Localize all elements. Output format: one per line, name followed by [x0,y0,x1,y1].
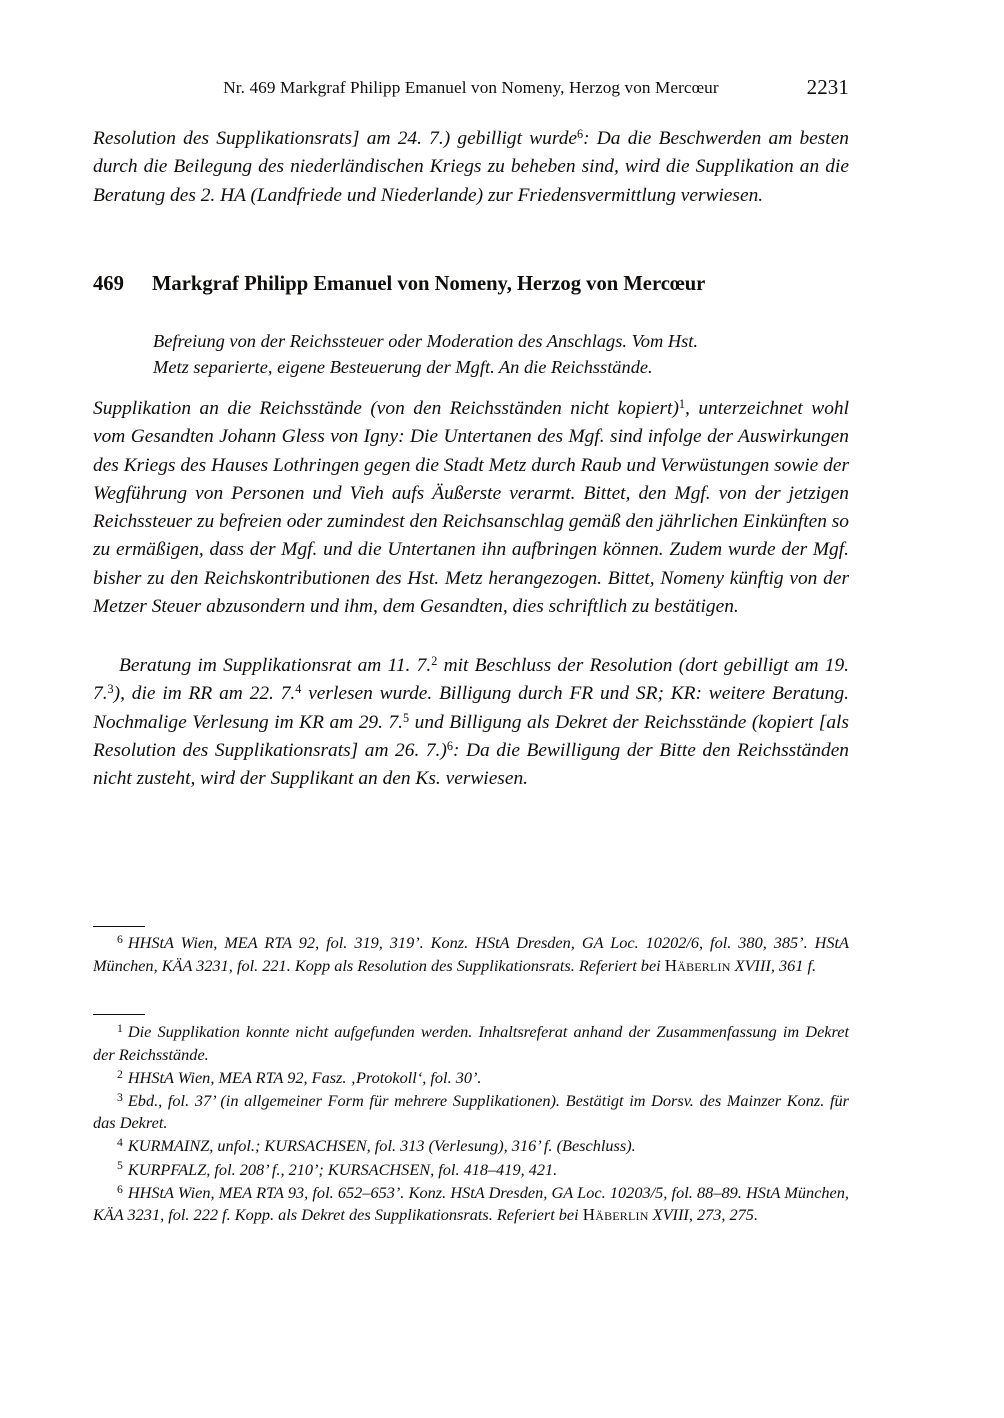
lead-paragraph [93,125,849,210]
footnote-item [93,1182,849,1227]
footnote-text: HHStA Wien, MEA RTA 92, fol. 319, 319’. Konz. HStA Dresden, GA Loc. 10202/6, fol. 380, 385’. HStA München, KÄA 3231, fol. 221. Kopp als Resolution des Supplikationsrats. Referiert bei [93,933,849,975]
regest-block [153,329,849,380]
section-title: Markgraf Philipp Emanuel von Nomeny, Herzog von Mercœur [152,273,706,295]
footnote-ref-4[interactable]: 4 [295,682,302,697]
footnote-ref-5[interactable]: 5 [403,710,410,725]
footnotes-block [93,1021,849,1227]
footnote-mark[interactable]: 6 [117,932,123,946]
footnote-mark[interactable]: 3 [117,1090,123,1104]
footnote-item [93,1090,849,1135]
footnote-ref-1[interactable]: 1 [678,397,686,412]
footnote-text: Die Supplikation konnte nicht aufgefunden werden. Inhaltsreferat anhand der Zusammenfassung im Dekret der Reichsstände. [93,1022,849,1064]
footnote-text-tail: XVIII, 361 f. [730,955,817,975]
footnote-ref-6a[interactable]: 6 [577,127,584,142]
para1-seg1: Supplikation an die Reichsstände (von den Reichsständen nicht kopiert) [93,398,679,419]
footnote-smallcaps-name: Häberlin [664,955,731,975]
footnote-mark[interactable]: 1 [117,1021,123,1035]
para2-seg1: Beratung im Supplikationsrat am 11. 7. [119,655,432,676]
footnote-item [93,1067,849,1090]
footnote-text: HHStA Wien, MEA RTA 93, fol. 652–653’. Konz. HStA Dresden, GA Loc. 10203/5, fol. 88–89. HStA München, KÄA 3231, fol. 222 f. Kopp. als Dekret des Supplikationsrats. Referiert bei [93,1182,849,1225]
footnote-ref-6b[interactable]: 6 [446,739,453,754]
footnote-mark[interactable]: 2 [117,1067,123,1081]
para1-seg2: , unterzeichnet wohl vom Gesandten Johann Gless von Igny: Die Untertanen des Mgf. sind infolge der Auswirkungen des Kriegs des Hauses Lothringen gegen die Stadt Metz durch Raub und Verwüstungen sowie der Wegführung von Personen und Vieh aufs Äußerste verarmt. Bittet, den Mgf. von der jetzigen Reichssteuer zu befreien oder zumindest den Reichsanschlag gemäß den jährlichen Einkünften so zu ermäßigen, dass der Mgf. und die Untertanen ihn aufbringen können. Zudem wurde der Mgf. bisher zu den Reichskontributionen des Hst. Metz herangezogen. Bittet, Nomeny künftig von der Metzer Steuer abzusondern und ihm, dem Gesandten, dies schriftlich zu bestätigen. [93,398,850,618]
footnote-text-tail: XVIII, 273, 275. [648,1205,759,1225]
footnote-item [93,1135,849,1158]
footnote-text: KURPFALZ, fol. 208’ f., 210’; KURSACHSEN, fol. 418–419, 421. [127,1159,558,1179]
para2-seg2: mit Beschluss der Resolution (dort gebilligt am 19. 7. [93,655,849,705]
regest-line-1: Befreiung von der Reichssteuer oder Moderation des Anschlags. Vom Hst. [153,331,698,351]
running-head [93,75,849,104]
lead-text-before: Resolution des Supplikationsrats] am 24. 7.) gebilligt wurde [93,128,577,149]
footnote-mark[interactable]: 4 [117,1136,123,1150]
section-number: 469 [93,273,124,295]
paragraph-supplikation [93,395,849,621]
footnote-text: Ebd., fol. 37’ (in allgemeiner Form für mehrere Supplikationen). Bestätigt im Dorsv. des Mainzer Konz. für das Dekret. [93,1090,849,1133]
section-heading [93,271,849,297]
footnote-ref-3[interactable]: 3 [107,682,114,697]
para2-seg5: und Billigung als Dekret der Reichsstände (kopiert [als Resolution des Supplikationsrats] am 26. 7.) [93,711,849,761]
para2-seg4: verlesen wurde. Billigung durch FR und SR; KR: weitere Beratung. Nochmalige Verlesung im KR am 29. 7. [93,683,850,733]
footnote-separator-continued [93,926,145,927]
footnote-item [93,1021,849,1066]
running-head-title: Nr. 469 Markgraf Philipp Emanuel von Nomeny, Herzog von Mercœur [223,78,719,97]
regest-line-2: Metz separierte, eigene Besteuerung der Mgft. An die Reichsstände. [153,356,653,377]
footnote-smallcaps-name: Häberlin [582,1205,649,1225]
footnote-mark[interactable]: 6 [117,1182,123,1196]
footnote-ref-2[interactable]: 2 [431,654,438,669]
footnote-item [93,1159,849,1182]
para2-seg3: ), die im RR am 22. 7. [113,683,296,705]
page-number: 2231 [806,75,849,99]
footnotes-continued [93,932,849,977]
footnote-item [93,932,849,977]
paragraph-beratung [93,652,849,793]
footnote-text: KURMAINZ, unfol.; KURSACHSEN, fol. 313 (Verlesung), 316’ f. (Beschluss). [127,1136,636,1156]
footnote-text: HHStA Wien, MEA RTA 92, Fasz. ‚Protokoll‘, fol. 30’. [127,1067,482,1087]
footnote-separator [93,1014,145,1015]
footnote-mark[interactable]: 5 [117,1159,123,1173]
para2-seg6: : Da die Bewilligung der Bitte den Reichsständen nicht zusteht, wird der Supplikant an den Ks. verwiesen. [93,739,849,790]
lead-text-after: : Da die Beschwerden am besten durch die Beilegung des niederländischen Kriegs zu beheben sind, wird die Supplikation an die Beratung des 2. HA (Landfriede und Niederlande) zur Friedensvermittlung verwiesen. [93,128,849,206]
